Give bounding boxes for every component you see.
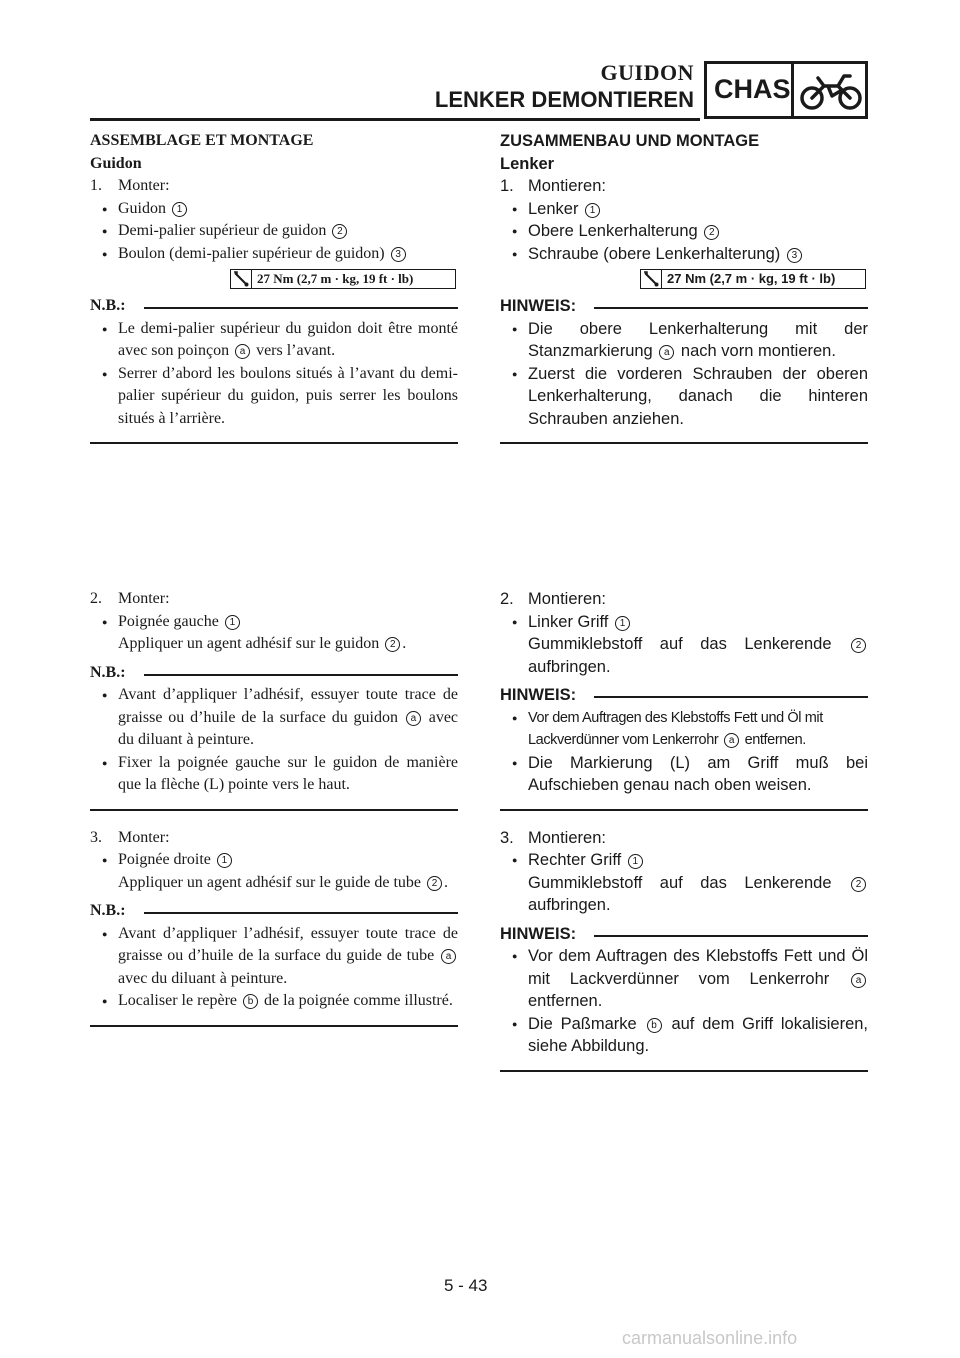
watermark: carmanualsonline.info: [622, 1328, 798, 1348]
list-item: ● Rechter Griff 1: [500, 849, 868, 872]
instruction-text: Appliquer un agent adhésif sur le guide de tube 2 .: [118, 873, 449, 891]
callout-a: a: [441, 949, 456, 964]
callout-1: 1: [628, 854, 643, 869]
list-item: ● Schraube (obere Lenkerhalterung) 3: [500, 243, 868, 266]
fr-block-1: [90, 130, 458, 444]
note-end-rule: [90, 809, 458, 811]
note-header: N.B.:: [90, 900, 458, 923]
note-item: ● Fixer la poignée gauche sur le guidon de manière que la flèche (L) pointe vers le haut.: [90, 752, 458, 797]
note-end-rule: [500, 809, 868, 811]
list-item: ● Linker Griff 1: [500, 611, 868, 634]
torque-value: 27 Nm (2,7 m · kg, 19 ft · lb): [257, 271, 414, 286]
note-item: ● Vor dem Auftragen des Klebstoffs Fett und Öl mit Lackverdünner vom Lenkerrohr a entfernen.: [500, 707, 868, 752]
instruction-text: Gummiklebstoff auf das Lenkerende 2 aufbringen.: [500, 633, 868, 678]
de-step-3: 3. Montieren:: [500, 828, 606, 847]
list-item: ● Boulon (demi-palier supérieur de guidon) 3: [90, 243, 458, 266]
list-item: ● Poignée gauche 1: [90, 611, 458, 634]
de-step-1: [500, 175, 868, 198]
note-end-rule: [90, 442, 458, 444]
list-item: ● Lenker 1: [500, 198, 868, 221]
callout-1: 1: [615, 616, 630, 631]
de-subheading: Lenker: [500, 154, 555, 173]
callout-1: 1: [225, 615, 240, 630]
fr-step-1: [90, 175, 458, 198]
list-item: ● Guidon 1: [90, 198, 458, 221]
de-step-2: 2. Montieren:: [500, 590, 606, 608]
torque-box: [640, 269, 866, 289]
list-item: ● Obere Lenkerhalterung 2: [500, 220, 868, 243]
list-item: ● Demi-palier supérieur de guidon 2: [90, 220, 458, 243]
callout-3: 3: [787, 248, 802, 263]
callout-a: a: [406, 711, 421, 726]
page-number: 5 - 43: [444, 1276, 488, 1295]
section-title-fr: GUIDON: [600, 60, 694, 85]
header-rule: [90, 118, 700, 121]
note-header: HINWEIS:: [500, 923, 868, 946]
torque-value: 27 Nm (2,7 m · kg, 19 ft · lb): [667, 271, 836, 286]
note-item: ● Avant d’appliquer l’adhésif, essuyer toute trace de graisse ou d’huile de la surface du guide de tube a avec du diluant à peinture.: [90, 923, 458, 991]
fr-step-1-title: Monter:: [118, 177, 170, 194]
note-item: ● Die Markierung (L) am Griff muß bei Aufschieben genau nach oben weisen.: [500, 752, 868, 797]
de-block-1: [500, 130, 868, 444]
note-item: ● Die obere Lenkerhalterung mit der Stanzmarkierung a nach vorn montieren.: [500, 318, 868, 363]
chapter-badge-label: CHAS: [714, 74, 791, 104]
note-item: ● Avant d’appliquer l’adhésif, essuyer toute trace de graisse ou d’huile de la surface du guidon a avec du diluant à peinture.: [90, 684, 458, 752]
torque-wrench-icon: [231, 270, 252, 288]
note-end-rule: [90, 1025, 458, 1027]
fr-step-1-num: 1.: [90, 177, 102, 194]
section-title-de: LENKER DEMONTIEREN: [434, 87, 694, 112]
torque-box: [230, 269, 456, 289]
chapter-badge-divider: [791, 61, 794, 119]
callout-2: 2: [704, 225, 719, 240]
callout-2: 2: [332, 224, 347, 239]
callout-a: a: [659, 345, 674, 360]
note-item: ● Vor dem Auftragen des Klebstoffs Fett und Öl mit Lackverdünner vom Lenkerrohr a entfernen.: [500, 945, 868, 1013]
note-item: ● Zuerst die vorderen Schrauben der oberen Lenkerhalterung, danach die hinteren Schrauben anziehen.: [500, 363, 868, 431]
note-item: ● Die Paßmarke b auf dem Griff lokalisieren, siehe Abbildung.: [500, 1013, 868, 1058]
instruction-text: Appliquer un agent adhésif sur le guidon 2 .: [118, 635, 407, 652]
note-header: N.B.:: [90, 295, 458, 318]
callout-2: 2: [385, 637, 400, 652]
instruction-text: Gummiklebstoff auf das Lenkerende 2 aufbringen.: [500, 872, 868, 917]
torque-wrench-icon: [641, 270, 662, 288]
callout-a: a: [851, 973, 866, 988]
note-item: ● Serrer d’abord les boulons situés à l’avant du demi-palier supérieur du guidon, puis serrer les boulons situés à l’arrière.: [90, 363, 458, 431]
callout-3: 3: [391, 247, 406, 262]
note-header: N.B.:: [90, 662, 458, 685]
fr-heading: ASSEMBLAGE ET MONTAGE: [90, 132, 314, 149]
note-end-rule: [500, 442, 868, 444]
de-step-1-title: Montieren:: [528, 177, 606, 195]
callout-a: a: [724, 733, 739, 748]
note-header: HINWEIS:: [500, 684, 868, 707]
note-header: HINWEIS:: [500, 295, 868, 318]
callout-2: 2: [851, 638, 866, 653]
callout-2: 2: [851, 877, 866, 892]
note-end-rule: [500, 1070, 868, 1072]
fr-subheading: Guidon: [90, 154, 142, 172]
callout-1: 1: [217, 853, 232, 868]
callout-2: 2: [427, 876, 442, 891]
callout-a: a: [235, 344, 250, 359]
callout-b: b: [243, 994, 258, 1009]
de-block-2: [500, 588, 868, 1072]
callout-1: 1: [172, 202, 187, 217]
fr-step-3: 3. Monter:: [90, 828, 170, 846]
note-item: ● Le demi-palier supérieur du guidon doit être monté avec son poinçon a vers l’avant.: [90, 318, 458, 363]
de-step-1-num: 1.: [500, 177, 514, 195]
list-item: ● Poignée droite 1: [90, 849, 458, 872]
motorcycle-icon: [798, 68, 864, 114]
callout-1: 1: [585, 203, 600, 218]
fr-step-2: 2. Monter:: [90, 590, 170, 607]
callout-b: b: [647, 1018, 662, 1033]
de-heading: ZUSAMMENBAU UND MONTAGE: [500, 132, 760, 150]
note-item: ● Localiser le repère b de la poignée comme illustré.: [90, 990, 458, 1013]
fr-block-2: [90, 588, 458, 1027]
